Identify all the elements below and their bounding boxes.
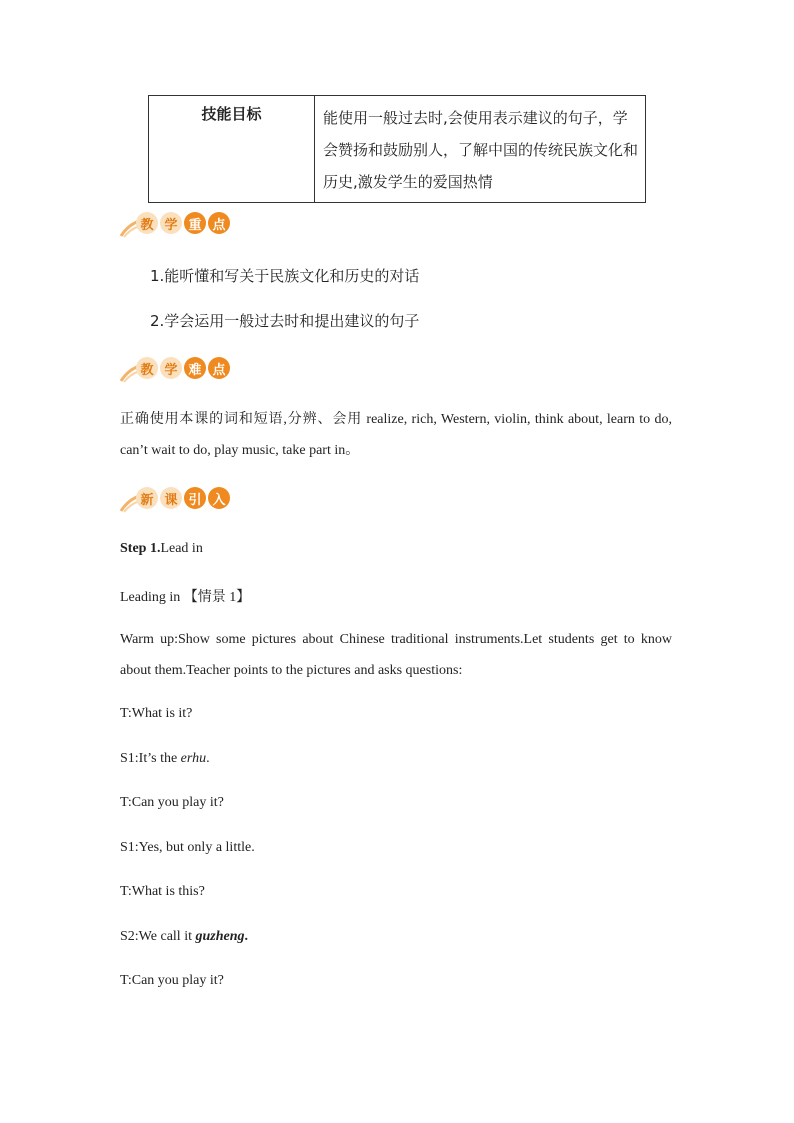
intro-badge: [120, 485, 240, 515]
badge-char: 难: [184, 357, 206, 379]
difficulties-text: 正确使用本课的词和短语,分辨、会用 realize, rich, Western, violin, think about, learn to do, can’t wait to do, play music, take part in。: [120, 412, 672, 458]
dialogue-text: S1:It’s the: [120, 751, 181, 766]
dialogue-term: erhu: [180, 751, 207, 766]
key-point-1: 1.能听懂和写关于民族文化和历史的对话: [150, 267, 420, 285]
dialogue-text: S2:We call it: [120, 929, 196, 944]
dialogue-text: .: [244, 929, 248, 944]
step-heading: [120, 541, 203, 557]
badge-char: 点: [208, 212, 230, 234]
dialogue-text: .: [206, 751, 210, 766]
leading-in: Leading in 【情景 1】: [120, 590, 251, 605]
table-content: 能使用一般过去时,会使用表示建议的句子，学会赞扬和鼓励别人，了解中国的传统民族文化和历史,激发学生的爱国热情: [323, 109, 639, 191]
dialogue-line: S1:Yes, but only a little.: [120, 840, 255, 855]
badge-char: 引: [184, 487, 206, 509]
badge-char: 课: [160, 487, 182, 509]
dialogue-line: T:Can you play it?: [120, 973, 224, 988]
badge-char: 教: [136, 212, 158, 234]
dialogue-term: guzheng: [195, 929, 245, 944]
badge-char: 入: [208, 487, 230, 509]
badge-char: 新: [136, 487, 158, 509]
dialogue-line: T:Can you play it?: [120, 795, 224, 810]
key-point-2: 2.学会运用一般过去时和提出建议的句子: [150, 312, 420, 330]
warmup-text: Warm up:Show some pictures about Chinese traditional instruments.Let students get to know about them.Teacher points to the pictures and asks questions:: [120, 632, 672, 678]
badge-char: 学: [160, 212, 182, 234]
dialogue-line: [120, 929, 248, 945]
step-title: Step 1.: [120, 541, 161, 556]
dialogue-line: T:What is it?: [120, 706, 193, 721]
skill-objectives-table: [148, 95, 646, 203]
key-points-badge: [120, 210, 240, 240]
dialogue-line: T:What is this?: [120, 884, 205, 899]
dialogue-line: [120, 751, 210, 767]
badge-char: 学: [160, 357, 182, 379]
difficulties-badge: [120, 355, 240, 385]
badge-char: 重: [184, 212, 206, 234]
step-rest: Lead in: [160, 541, 203, 556]
badge-char: 点: [208, 357, 230, 379]
table-label: 技能目标: [149, 96, 315, 202]
badge-char: 教: [136, 357, 158, 379]
